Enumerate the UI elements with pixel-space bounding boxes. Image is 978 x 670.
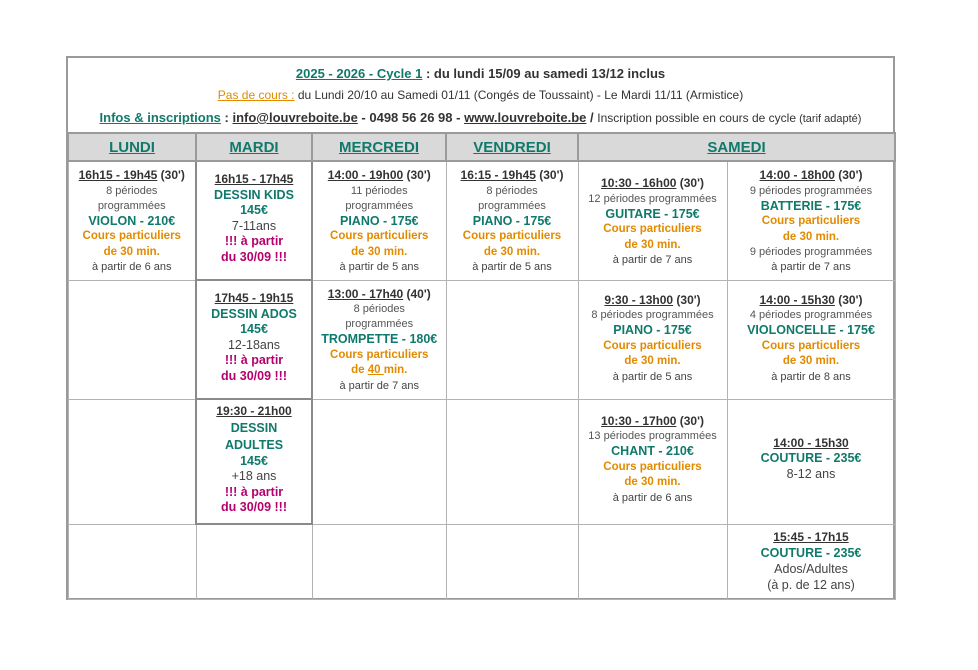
private-duration: de 30 min. bbox=[782, 230, 840, 243]
schedule-header bbox=[68, 58, 893, 132]
schedule-sheet bbox=[66, 56, 895, 600]
course-name: VIOLONCELLE - 175€ bbox=[747, 323, 875, 337]
contact-line bbox=[68, 110, 893, 125]
slot-time: 10:30 - 16h00 bbox=[601, 176, 677, 190]
slot-periods: 8 périodes bbox=[486, 184, 538, 197]
day-header-mercredi: MERCREDI bbox=[312, 133, 446, 161]
age-note: à partir de 5 ans bbox=[339, 261, 419, 273]
info-sep: : bbox=[220, 110, 233, 125]
samedi-a-slot-2 bbox=[578, 280, 727, 399]
day-header-vendredi: VENDREDI bbox=[446, 133, 578, 161]
course-price: 145€ bbox=[240, 453, 268, 468]
age-note: 8-12 ans bbox=[786, 466, 836, 481]
private-duration: de 30 min. bbox=[103, 245, 160, 258]
private-duration bbox=[313, 363, 446, 379]
course-name: COUTURE - 235€ bbox=[760, 545, 862, 560]
private-note: Cours particuliers bbox=[761, 215, 861, 227]
lundi-slot-2-empty bbox=[68, 280, 196, 399]
signup-note: Inscription possible en cours de cycle bbox=[597, 111, 797, 125]
private-duration: de 30 min. bbox=[782, 355, 840, 367]
samedi-b-slot-4 bbox=[727, 524, 895, 600]
slot-periods: 13 périodes programmées bbox=[588, 430, 717, 442]
slot-periods: 8 périodes bbox=[106, 184, 158, 197]
slot-time: 9:30 - 13h00 bbox=[604, 292, 674, 307]
vendredi-slot-4-empty bbox=[446, 524, 578, 600]
course-name: DESSIN KIDS bbox=[214, 187, 294, 202]
course-name: DESSIN bbox=[230, 420, 278, 435]
age-note: à partir de 5 ans bbox=[612, 370, 693, 383]
slot-duration: (30') bbox=[834, 168, 863, 182]
slot-duration: (30') bbox=[676, 413, 704, 428]
slot-periods: 9 périodes programmées bbox=[749, 184, 873, 197]
mercredi-slot-4-empty bbox=[312, 524, 446, 600]
start-warning-date: du 30/09 !!! bbox=[221, 500, 287, 514]
slot-periods-repeat: 9 périodes programmées bbox=[749, 246, 873, 258]
website-link[interactable]: www.louvreboite.be bbox=[464, 110, 587, 125]
course-name: TROMPETTE - 180€ bbox=[321, 332, 438, 346]
slot-duration: (30') bbox=[676, 176, 704, 190]
cycle-title: 2025 - 2026 - Cycle 1 bbox=[295, 66, 423, 81]
samedi-b-slot-1 bbox=[727, 161, 895, 280]
slot-time: 17h45 - 19h15 bbox=[214, 291, 294, 305]
slot-time: 16h15 - 17h45 bbox=[214, 172, 294, 186]
course-name: PIANO - 175€ bbox=[472, 213, 552, 228]
slot-time: 15:45 - 17h15 bbox=[773, 529, 849, 544]
private-duration: de 30 min. bbox=[351, 245, 408, 258]
slot-periods-2: programmées bbox=[345, 318, 414, 330]
slot-time: 16:15 - 19h45 bbox=[460, 168, 536, 182]
age-note: +18 ans bbox=[231, 469, 277, 483]
slot-duration: (30') bbox=[834, 292, 863, 307]
course-price: 145€ bbox=[240, 203, 268, 217]
private-note: Cours particuliers bbox=[330, 348, 429, 361]
age-note: à partir de 7 ans bbox=[339, 379, 419, 392]
course-price: 145€ bbox=[240, 322, 268, 336]
slot-duration: (30') bbox=[673, 292, 701, 307]
start-warning-date: du 30/09 !!! bbox=[221, 368, 287, 383]
private-note: Cours particuliers bbox=[462, 230, 562, 242]
age-note: Ados/Adultes bbox=[774, 561, 848, 576]
slot-periods: 8 périodes bbox=[353, 303, 405, 315]
private-duration: de 30 min. bbox=[483, 245, 541, 258]
holiday-line bbox=[68, 88, 893, 102]
age-note: à partir de 6 ans bbox=[92, 261, 172, 273]
email-link[interactable]: info@louvreboite.be bbox=[232, 110, 358, 125]
mardi-slot-3 bbox=[196, 399, 312, 524]
course-name: GUITARE - 175€ bbox=[605, 206, 700, 221]
lundi-slot-1 bbox=[68, 161, 196, 280]
holiday-dates: du Lundi 20/10 au Samedi 01/11 (Congés de Toussaint) - Le Mardi 11/11 (Armistice) bbox=[294, 88, 744, 102]
samedi-a-slot-1 bbox=[578, 161, 727, 280]
vendredi-slot-3-empty bbox=[446, 399, 578, 524]
private-duration: de 30 min. bbox=[624, 238, 681, 251]
mercredi-slot-1 bbox=[312, 161, 446, 280]
slot-periods: 8 périodes programmées bbox=[591, 309, 714, 321]
age-note: 12-18ans bbox=[227, 337, 281, 352]
cycle-line bbox=[68, 66, 893, 81]
samedi-a-slot-3 bbox=[578, 399, 727, 524]
age-note: 7-11ans bbox=[231, 218, 277, 233]
slot-time: 10:30 - 17h00 bbox=[601, 413, 677, 428]
vendredi-slot-1 bbox=[446, 161, 578, 280]
start-warning: !!! à partir bbox=[224, 234, 284, 248]
slot-periods: 12 périodes programmées bbox=[588, 192, 717, 205]
start-warning: !!! à partir bbox=[224, 353, 284, 367]
private-note: Cours particuliers bbox=[761, 339, 861, 352]
slot-periods: 11 périodes bbox=[350, 184, 408, 197]
slot-periods-2: programmées bbox=[97, 199, 166, 212]
private-duration-value: 40 bbox=[367, 364, 384, 376]
slot-time: 14:00 - 15h30 bbox=[759, 292, 835, 307]
slot-time: 14:00 - 19h00 bbox=[327, 168, 404, 182]
private-duration-unit: min. bbox=[383, 364, 408, 376]
course-name: COUTURE - 235€ bbox=[760, 451, 862, 465]
schedule-table bbox=[67, 132, 896, 600]
course-name: CHANT - 210€ bbox=[611, 444, 694, 458]
private-note: Cours particuliers bbox=[330, 230, 429, 242]
slot-time: 14:00 - 15h30 bbox=[773, 435, 849, 450]
vendredi-slot-2-empty bbox=[446, 280, 578, 399]
private-duration: de 30 min. bbox=[624, 355, 681, 367]
course-name: PIANO - 175€ bbox=[339, 213, 419, 228]
slot-duration: (30') bbox=[403, 168, 431, 182]
mardi-slot-4-empty bbox=[196, 524, 312, 600]
start-warning-date: du 30/09 !!! bbox=[221, 249, 287, 264]
mercredi-slot-2 bbox=[312, 280, 446, 399]
day-header-samedi: SAMEDI bbox=[578, 133, 895, 161]
mardi-slot-2 bbox=[196, 280, 312, 399]
private-note: Cours particuliers bbox=[603, 223, 702, 235]
age-note: à partir de 7 ans bbox=[612, 254, 693, 266]
holiday-label: Pas de cours : bbox=[217, 88, 295, 102]
mardi-slot-1 bbox=[196, 161, 312, 280]
age-note: à partir de 7 ans bbox=[771, 261, 851, 273]
slot-duration: (30') bbox=[157, 168, 185, 182]
age-note-2: (à p. de 12 ans) bbox=[767, 577, 855, 592]
age-note: à partir de 8 ans bbox=[771, 370, 851, 383]
course-name: DESSIN ADOS bbox=[211, 306, 297, 321]
info-label: Infos & inscriptions bbox=[99, 110, 221, 125]
slot-periods: 4 périodes programmées bbox=[749, 309, 873, 321]
slot-time: 16h15 - 19h45 bbox=[78, 168, 158, 182]
course-name: PIANO - 175€ bbox=[613, 323, 692, 337]
slot-periods-2: programmées bbox=[345, 199, 414, 212]
signup-note-small: (tarif adapté) bbox=[796, 113, 862, 125]
course-name: BATTERIE - 175€ bbox=[760, 198, 862, 213]
slash-sep: / bbox=[586, 110, 598, 125]
cycle-dates: : du lundi 15/09 au samedi 13/12 inclus bbox=[422, 66, 666, 81]
lundi-slot-3-empty bbox=[68, 399, 196, 524]
slot-time: 14:00 - 18h00 bbox=[759, 168, 835, 182]
age-note: à partir de 5 ans bbox=[472, 261, 552, 273]
slot-periods-2: programmées bbox=[478, 199, 546, 212]
private-note: Cours particuliers bbox=[82, 230, 181, 242]
samedi-b-slot-3 bbox=[727, 399, 895, 524]
slot-duration: (40') bbox=[403, 286, 431, 301]
private-note: Cours particuliers bbox=[603, 339, 702, 352]
mercredi-slot-3-empty bbox=[312, 399, 446, 524]
day-header-lundi: LUNDI bbox=[68, 133, 196, 161]
private-note: Cours particuliers bbox=[603, 460, 702, 473]
phone-number: - 0498 56 26 98 - bbox=[357, 110, 465, 125]
start-warning: !!! à partir bbox=[224, 484, 284, 499]
samedi-b-slot-2 bbox=[727, 280, 895, 399]
lundi-slot-4-empty bbox=[68, 524, 196, 600]
private-duration-prefix: de bbox=[351, 364, 368, 376]
slot-duration: (30') bbox=[535, 168, 564, 182]
age-note: à partir de 6 ans bbox=[612, 491, 693, 504]
slot-time: 19:30 - 21h00 bbox=[216, 404, 292, 418]
course-name-2: ADULTES bbox=[224, 437, 284, 452]
samedi-a-slot-4-empty bbox=[578, 524, 727, 600]
slot-time: 13:00 - 17h40 bbox=[327, 286, 404, 301]
day-header-mardi: MARDI bbox=[196, 133, 312, 161]
course-name: VIOLON - 210€ bbox=[88, 213, 176, 228]
private-duration: de 30 min. bbox=[624, 476, 681, 488]
